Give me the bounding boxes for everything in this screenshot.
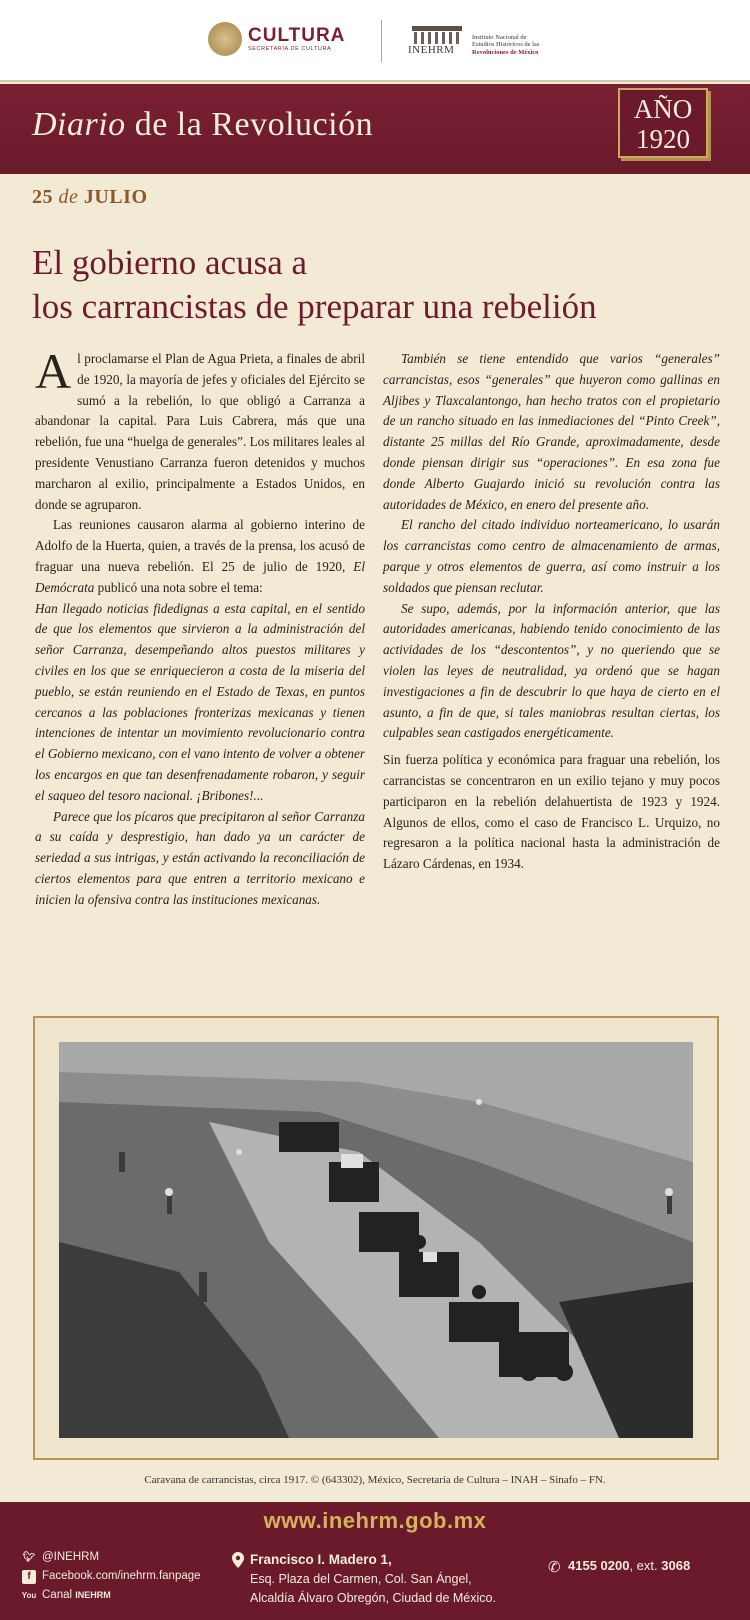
inehrm-wordmark: INEHRM [408, 44, 455, 56]
logo-divider [381, 20, 382, 62]
social-links [22, 1548, 201, 1605]
left-column [35, 343, 365, 911]
quote-noticias: Han llegado noticias fidedignas a esta capital, en el sentido de que los elementos que sirvieron a la administración del señor Carranza, desempeñando altos puestos militares y civiles en los que se enriquecieron a costa de la miseria del pueblo, se están reuniendo en el Estado de Texas, en puntos cercanos a las poblaciones fronterizas mexicanas y tienen intenciones de intentar un movimiento revolucionario contra el Gobierno mexicano, con el vano intento de volver a obtener los encargos en que tan desenfrenadamente robaron, y seguir el saqueo del tesoro nacional. ¡Bribones!... [35, 600, 365, 803]
year-value: 1920 [636, 124, 690, 154]
historical-photo [59, 1042, 693, 1438]
phone-number[interactable]: ✆ 4155 0200, ext. 3068 [548, 1558, 691, 1576]
paragraph-reuniones: Las reuniones causaron alarma al gobierno interino de Adolfo de la Huerta, quien, a través de la prensa, los acusó de fraguar una nueva rebelión. El 25 de julio de 1920, El Demócrata publicó una nota sobre el tema: [35, 517, 365, 595]
twitter-icon: 🐦︎ [22, 1552, 36, 1563]
masthead-banner [0, 84, 750, 174]
address-line-2: Esq. Plaza del Carmen, Col. San Ángel, [250, 1572, 472, 1586]
map-pin-icon [232, 1552, 244, 1568]
drop-cap: A [35, 343, 72, 399]
cultura-subtitle: SECRETARÍA DE CULTURA [248, 46, 332, 52]
quote-autoridades: Se supo, además, por la información anterior, que las autoridades americanas, habiendo tenido conocimiento de las actividades de los “descontentos”, y no queriendo que se violen las leyes de neutralidad, ya ordenó que se hagan investigaciones a fin de descubrir lo que haya de cierto en el asunto, a fin de que, si tales maniobras resultan ciertas, los culpables sean castigados energéticamente. [383, 600, 720, 741]
twitter-link[interactable]: 🐦︎ @INEHRM [22, 1551, 100, 1563]
paragraph-intro: Al proclamarse el Plan de Agua Prieta, a finales de abril de 1920, la mayoría de jefes y oficiales del Ejército se sumó a la rebelión, lo que obligó a Carranza a abandonar la capital. Para Luis Cabrera, más que una rebelión, fue una “huelga de generales”. Los militares leales al presidente Venustiano Carranza fueron detenidos y muchos marcharon al exilio, principalmente a Estados Unidos, en donde se agruparon. [35, 343, 365, 512]
inehrm-logo[interactable] [408, 26, 539, 56]
quote-rancho: El rancho del citado individuo norteamericano, lo usarán los carrancistas como centro de almacenamiento de armas, parque y otros elementos de guerra, así como instruir a los soldados que piensan reclutar. [383, 517, 720, 595]
youtube-link[interactable]: You Canal INEHRM [21, 1589, 111, 1601]
year-label: AÑO [633, 94, 693, 124]
facebook-link[interactable]: f Facebook.com/inehrm.fanpage [22, 1567, 201, 1586]
website-link[interactable]: www.inehrm.gob.mx [263, 1508, 487, 1533]
paragraph-conclusion: Sin fuerza política y económica para fraguar una rebelión, los carrancistas se concentraron en un exilio tejano y muy pocos participaron en la rebelión delahuertista de 1923 y 1924. Algunos de ellos, como el caso de Francisco L. Urquizo, no regresaron a la política nacional hasta la administración de Lázaro Cárdenas, en 1934. [383, 752, 720, 872]
article-headline: El gobierno acusa a los carrancistas de preparar una rebelión [32, 243, 597, 326]
youtube-icon: You [21, 1591, 37, 1600]
logo-bar [0, 0, 750, 82]
cultura-wordmark: CULTURA [248, 25, 346, 46]
right-column [383, 349, 720, 875]
inehrm-institution-name: Instituto Nacional de Estudios Históricos de las Revoluciones de México [472, 33, 540, 56]
address-block [250, 1550, 496, 1608]
national-seal-icon [208, 22, 242, 56]
year-box [618, 88, 708, 158]
cultura-logo[interactable] [208, 22, 345, 56]
footer [0, 1502, 750, 1620]
photo-frame [33, 1016, 719, 1460]
facebook-icon: f [22, 1570, 36, 1584]
building-icon [408, 26, 466, 56]
caravan-photo-image [59, 1042, 693, 1438]
phone-icon: ✆ [548, 1559, 561, 1576]
quote-generales: También se tiene entendido que varios “generales” carrancistas, esos “generales” que huyeron como gallinas en Aljibes y Tlaxcalantongo, han hecho tratos con el propietario de un rancho situado en las inmediaciones del “Pinto Creek”, distante 25 millas del Río Grande, aproximadamente, desde donde piensan dirigir sus “operaciones”. En esa zona fue donde Alberto Guajardo inició su revolución contra las autoridades de México, en enero del presente año. [383, 351, 720, 512]
masthead-title: Diario de la Revolución [32, 106, 374, 143]
photo-caption: Caravana de carrancistas, circa 1917. © (643302), México, Secretaría de Cultura – INAH – Sinafo – FN. [144, 1474, 606, 1486]
address-line-1: Francisco I. Madero 1, [250, 1552, 392, 1567]
article-date: 25 de JULIO [32, 186, 148, 208]
quote-picaros: Parece que los pícaros que precipitaron al señor Carranza a su caída y desprestigio, han dado ya un carácter de seriedad a sus intrigas, y están activando la reconciliación de ciertos elementos para que entren a territorio mexicano e inicien la ofensiva contra las instituciones mexicanas. [35, 808, 365, 907]
address-line-3: Alcaldía Álvaro Obregón, Ciudad de México. [250, 1591, 496, 1605]
